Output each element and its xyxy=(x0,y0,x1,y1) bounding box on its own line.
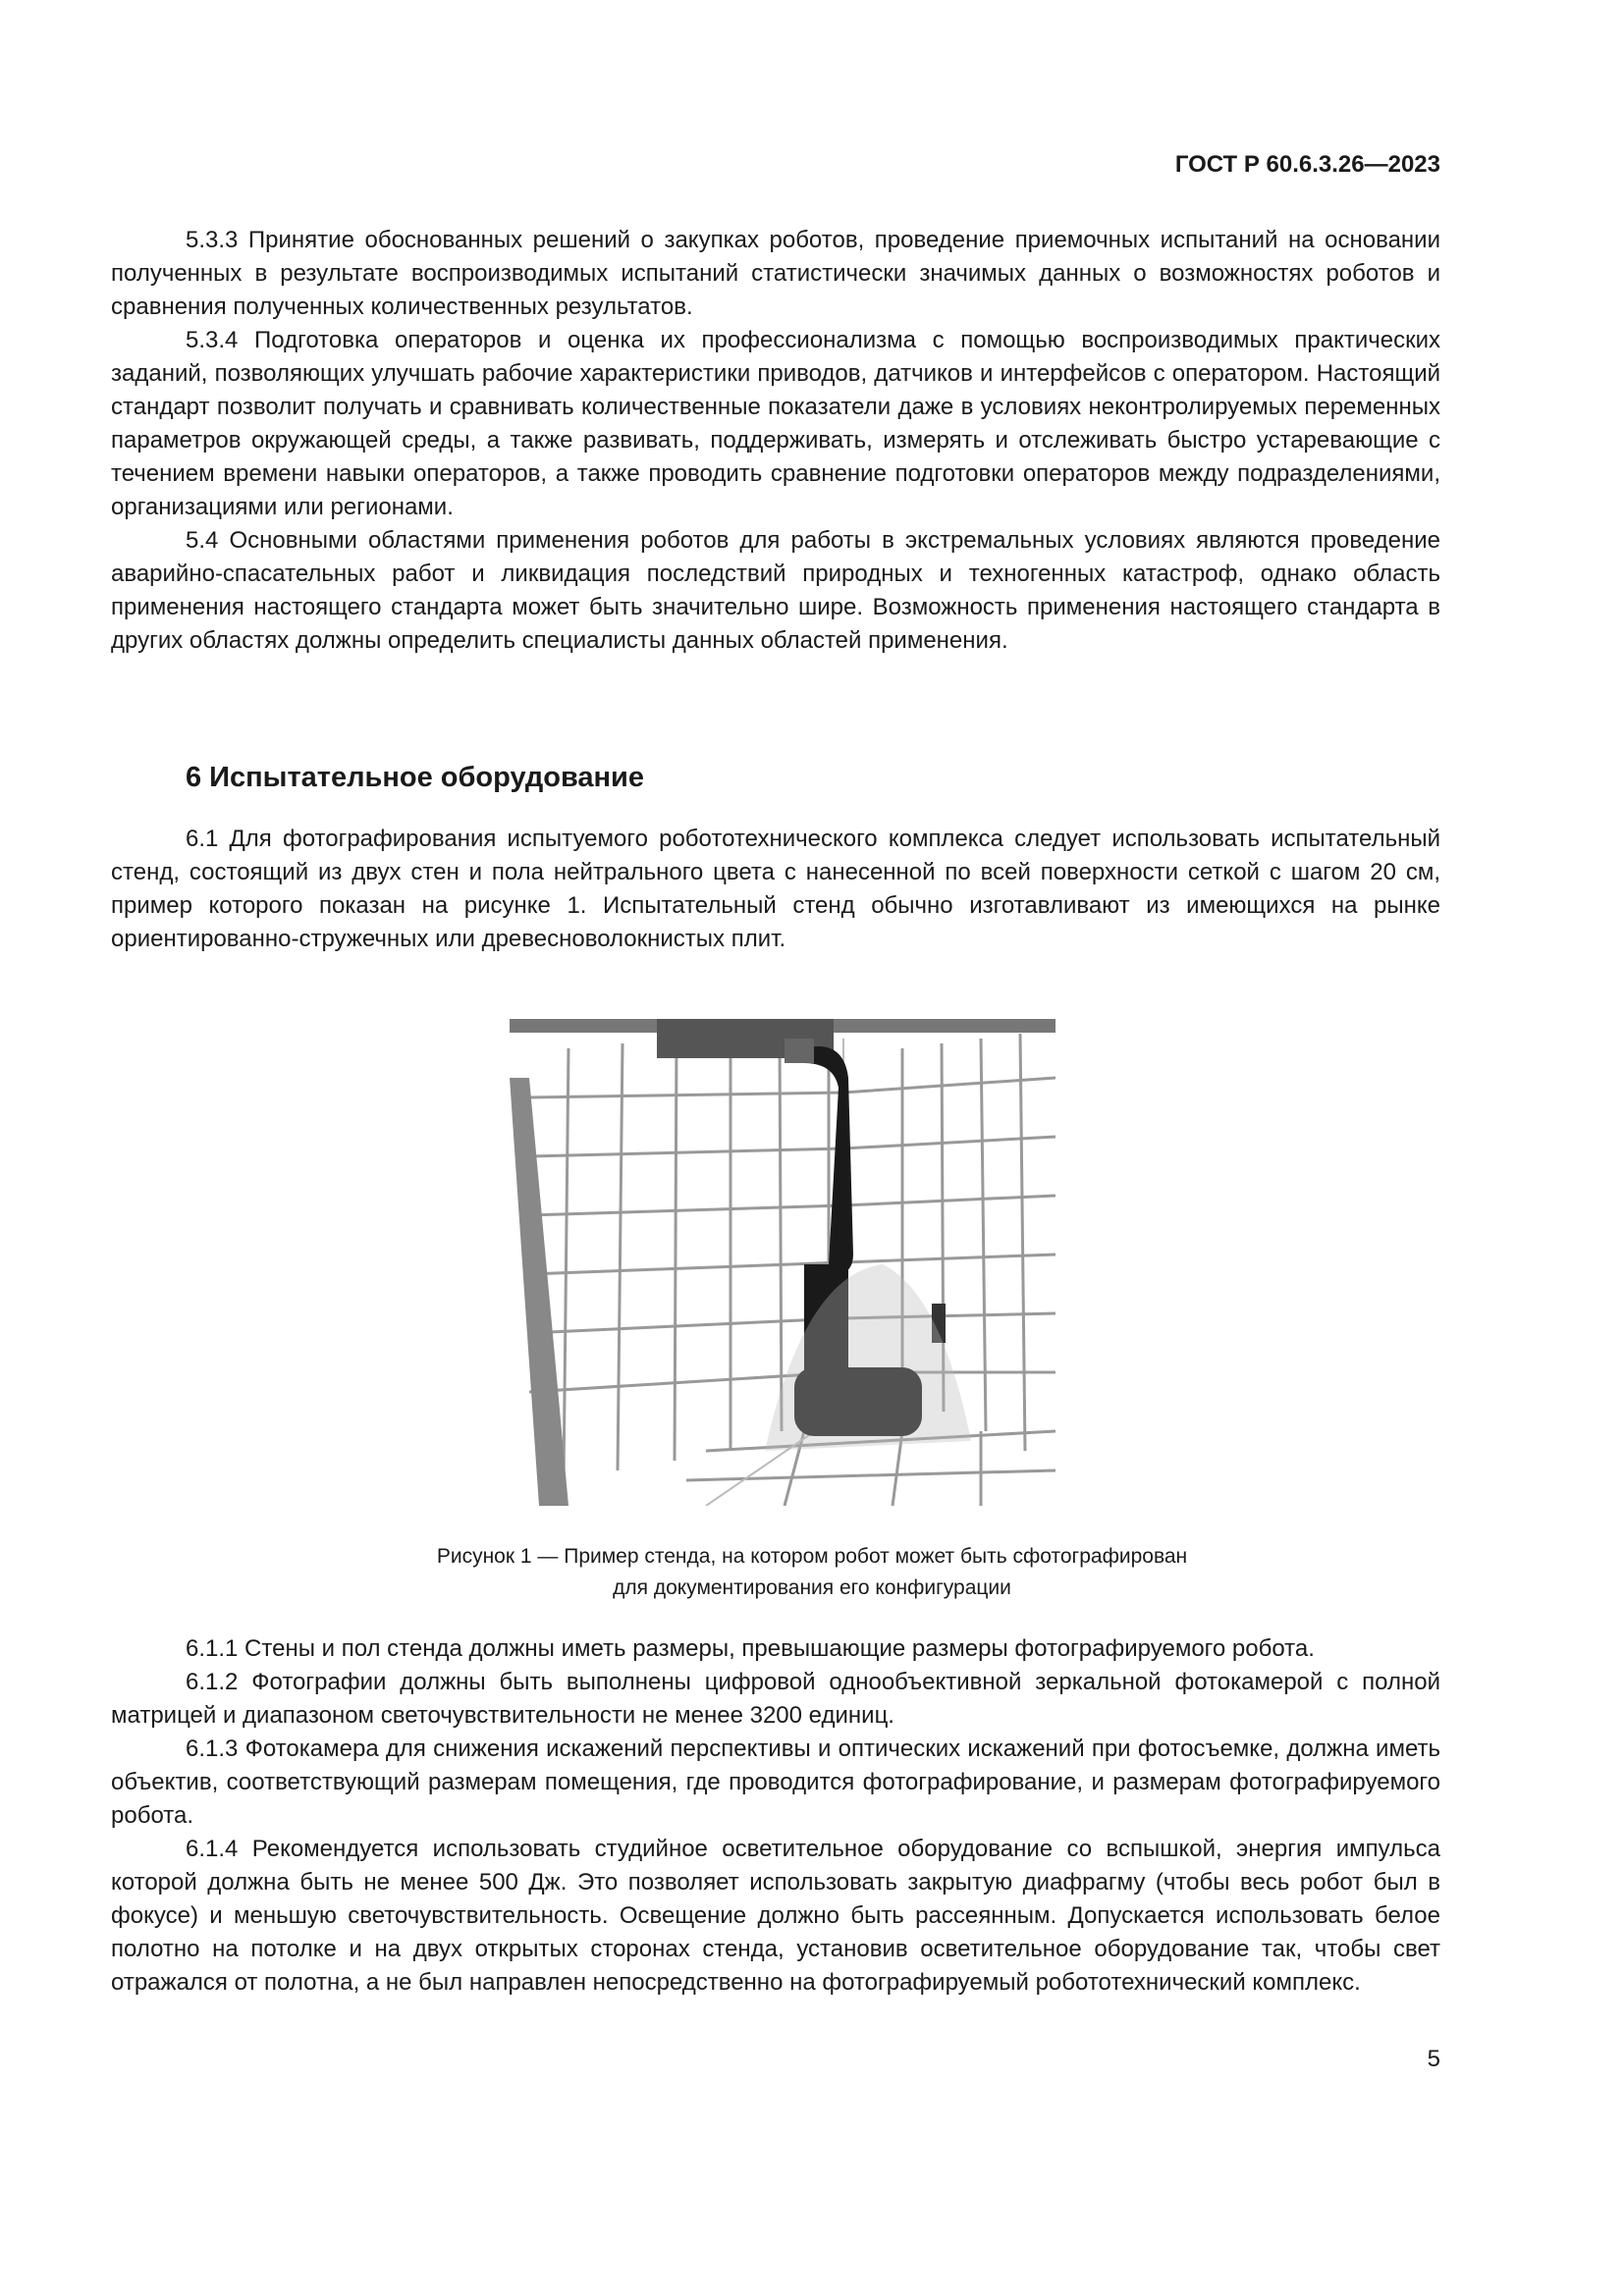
figure-caption-line-2: для документирования его конфигурации xyxy=(613,1576,1011,1599)
test-stand-robot-image xyxy=(510,1019,1056,1506)
paragraph-6-1-4: 6.1.4 Рекомендуется использовать студийное осветительное оборудование со вспышкой, энергия импульса которой должна быть не менее 500 Дж. Это позволяет использовать закрытую диафрагму (чтобы весь робот был в фокусе) и меньшую светочувствительность. Освещение должно быть рассеянным. Допускается использовать белое полотно на потолке и на двух открытых сторонах стенда, установив осветительное оборудование так, чтобы свет отражался от полотна, а не был направлен непосредственно на фотографируемый робототехнический комплекс. xyxy=(111,1836,1440,1996)
section-6-heading: 6 Испытательное оборудование xyxy=(186,762,645,793)
paragraph-5-3-4: 5.3.4 Подготовка операторов и оценка их профессионализма с помощью воспроизводимых практических заданий, позволяющих улучшать рабочие характеристики приводов, датчиков и интерфейсов с оператором. Настоящий стандарт позволит получать и сравнивать количественные показатели даже в условиях неконтролируемых переменных параметров окружающей среды, а также развивать, поддерживать, измерять и отслеживать быстро устаревающие с течением времени навыки операторов, а также проводить сравнение подготовки операторов между подразделениями, организациями или регионами. xyxy=(111,327,1440,520)
paragraph-6-1: 6.1 Для фотографирования испытуемого робототехнического комплекса следует использовать испытательный стенд, состоящий из двух стен и пола нейтрального цвета с нанесенной по всей поверхности сеткой с шагом 20 см, пример которого показан на рисунке 1. Испытательный стенд обычно изготавливают из имеющихся на рынке ориентированно-стружечных или древесноволокнистых плит. xyxy=(111,826,1440,952)
section-6-intro xyxy=(111,823,1440,956)
paragraph-6-1-2: 6.1.2 Фотографии должны быть выполнены цифровой однообъективной зеркальной фотокамерой с полной матрицей и диапазоном светочувствительности не менее 3200 единиц. xyxy=(111,1669,1440,1729)
section-5-text xyxy=(111,224,1440,658)
page-number: 5 xyxy=(1427,2046,1440,2072)
figure-caption-line-1: Рисунок 1 — Пример стенда, на котором робот может быть сфотографирован xyxy=(436,1545,1188,1568)
figure-1-caption xyxy=(0,1541,1624,1604)
section-6-1-subsections xyxy=(111,1632,1440,2000)
document-id-header: ГОСТ Р 60.6.3.26—2023 xyxy=(1174,151,1440,178)
figure-1-test-stand-photo xyxy=(510,1019,1056,1506)
paragraph-5-4: 5.4 Основными областями применения роботов для работы в экстремальных условиях являются проведение аварийно-спасательных работ и ликвидация последствий природных и техногенных катастроф, однако область применения настоящего стандарта может быть значительно шире. Возможность применения настоящего стандарта в других областях должны определить специалисты данных областей применения. xyxy=(111,527,1440,654)
paragraph-6-1-1: 6.1.1 Стены и пол стенда должны иметь размеры, превышающие размеры фотографируемого робота. xyxy=(186,1635,1315,1662)
paragraph-5-3-3: 5.3.3 Принятие обоснованных решений о закупках роботов, проведение приемочных испытаний на основании полученных в результате воспроизводимых испытаний статистически значимых данных о возможностях роботов и сравнения полученных количественных результатов. xyxy=(111,227,1440,320)
paragraph-6-1-3: 6.1.3 Фотокамера для снижения искажений перспективы и оптических искажений при фотосъемке, должна иметь объектив, соответствующий размерам помещения, где проводится фотографирование, и размерам фотографируемого робота. xyxy=(111,1735,1440,1829)
